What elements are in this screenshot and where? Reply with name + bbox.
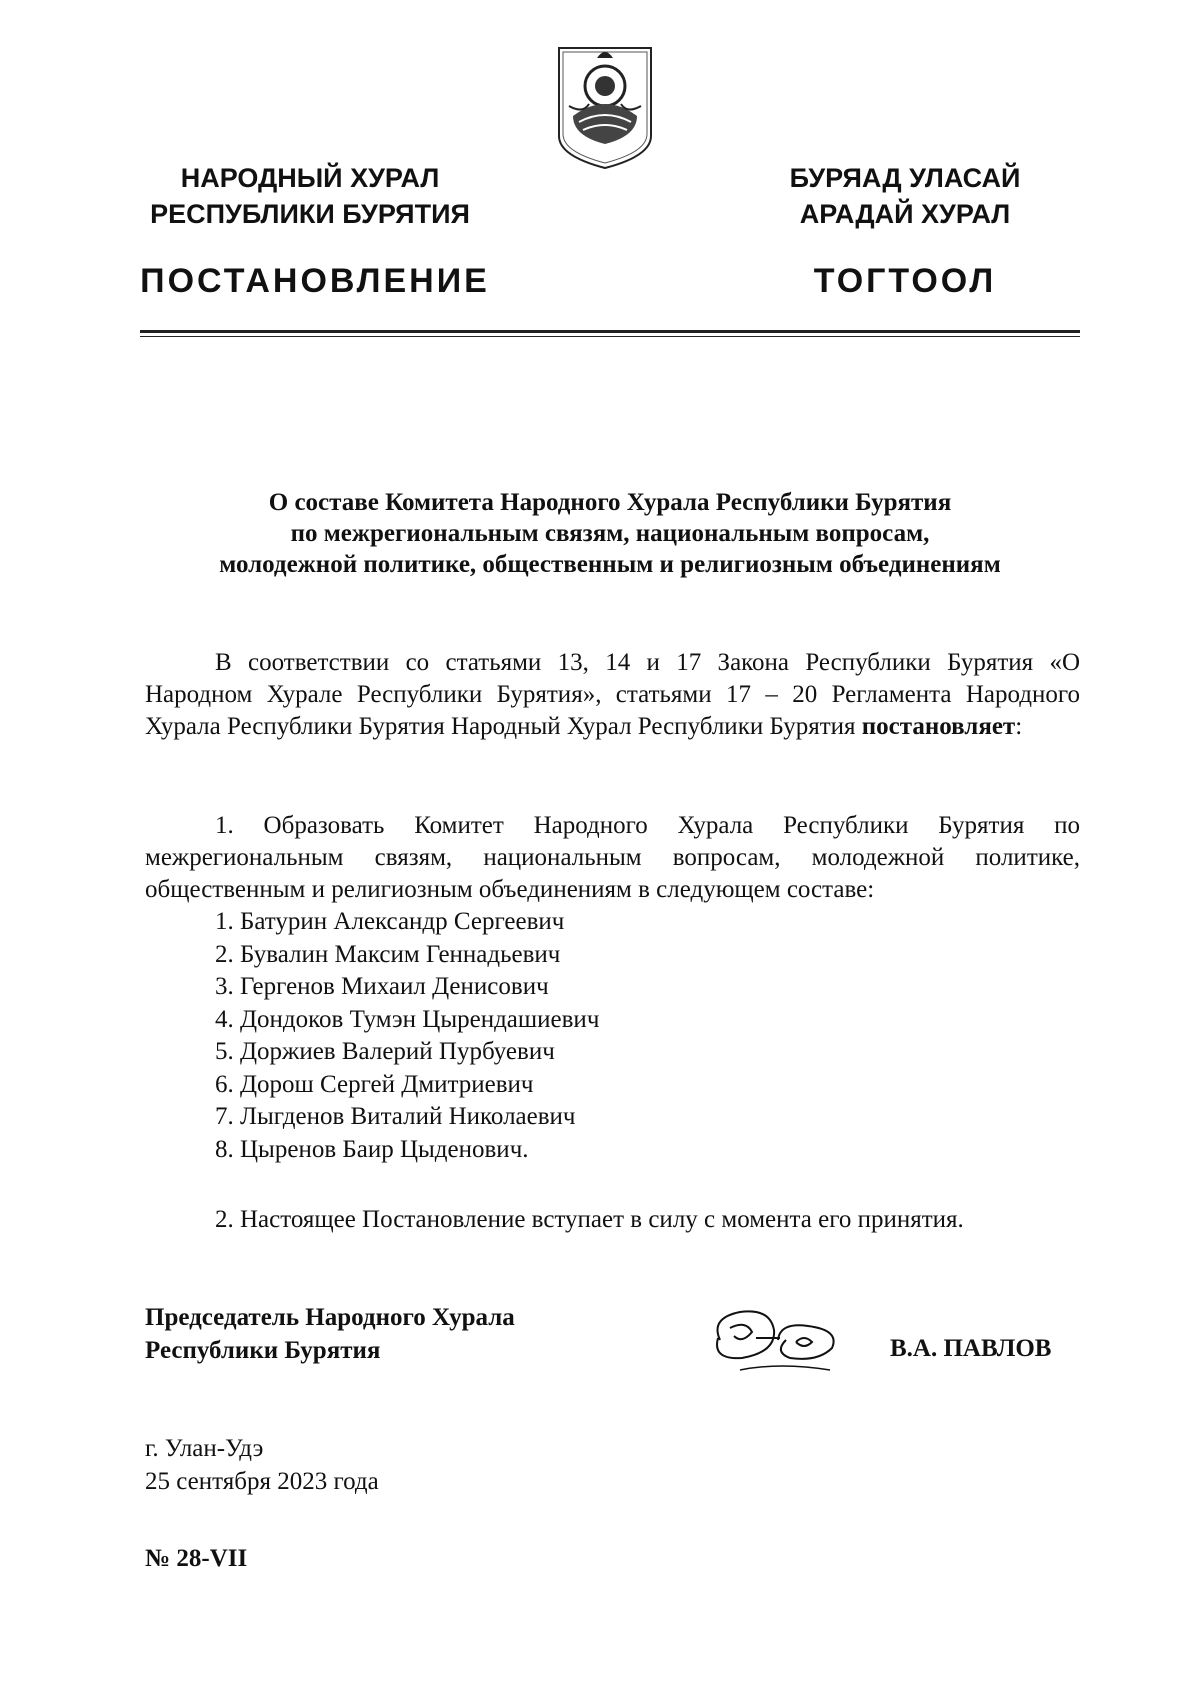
preamble-colon: : <box>1015 713 1023 740</box>
title-line-3: молодежной политике, общественным и религиозным объединениям <box>219 551 1001 578</box>
preamble-text: В соответствии со статьями 13, 14 и 17 Закона Республики Бурятия «О Народном Хурале Республики Бурятия», статьями 17 – 20 Регламента Народного Хурала Республики Бурятия Народный Хурал Республики Бурятия <box>145 649 1080 740</box>
signatory-name: В.А. ПАВЛОВ <box>890 1335 1052 1362</box>
signatory-position-line1: Председатель Народного Хурала <box>145 1304 515 1331</box>
coat-of-arms-icon <box>553 44 657 172</box>
issuing-body-bua-line1: БУРЯАД УЛАСАЙ <box>789 163 1021 193</box>
member-item: 1. Батурин Александр Сергеевич <box>215 908 565 935</box>
issuing-body-bua-line2: АРАДАЙ ХУРАЛ <box>799 199 1011 229</box>
city: г. Улан-Удэ <box>145 1435 264 1462</box>
document-type-ru: ПОСТАНОВЛЕНИЕ <box>140 262 490 300</box>
title-line-1: О составе Комитета Народного Хурала Республики Бурятия <box>268 489 952 516</box>
clause-1: 1. Образовать Комитет Народного Хурала Республики Бурятия по межрегиональным связям, национальным вопросам, молодежной политике, общественным и религиозным объединениям в следующем составе: <box>145 812 1080 903</box>
clause-2: 2. Настоящее Постановление вступает в силу с момента его принятия. <box>215 1206 964 1233</box>
member-item: 3. Гергенов Михаил Денисович <box>215 973 549 1000</box>
title-line-2: по межрегиональным связям, национальным вопросам, <box>290 520 930 547</box>
signatory-position <box>145 1301 515 1367</box>
handwritten-signature-icon <box>700 1300 850 1378</box>
issuing-body-ru <box>120 160 500 232</box>
committee-members-list <box>215 906 599 1166</box>
issuing-body-bua <box>760 160 1050 232</box>
member-item: 2. Бувалин Максим Геннадьевич <box>215 940 561 968</box>
issuing-body-ru-line2: РЕСПУБЛИКИ БУРЯТИЯ <box>150 199 470 229</box>
header-divider-thick <box>140 330 1080 333</box>
document-number: № 28-VII <box>145 1545 248 1572</box>
header-divider-thin <box>140 336 1080 337</box>
member-item: 5. Доржиев Валерий Пурбуевич <box>215 1038 555 1065</box>
member-item: 7. Лыгденов Виталий Николаевич <box>215 1103 576 1130</box>
document-title <box>150 487 1070 580</box>
member-item: 4. Дондоков Тумэн Цырендашиевич <box>215 1005 600 1033</box>
member-item: 8. Цыренов Баир Цыденович. <box>215 1135 529 1163</box>
place-and-date <box>145 1432 379 1498</box>
signatory-position-line2: Республики Бурятия <box>145 1337 381 1364</box>
document-type-bua: ТОГТООЛ <box>813 262 997 300</box>
member-item: 6. Дорош Сергей Дмитриевич <box>215 1070 534 1098</box>
issuing-body-ru-line1: НАРОДНЫЙ ХУРАЛ <box>180 163 440 193</box>
resolves-word: постановляет <box>861 713 1016 740</box>
preamble-paragraph <box>145 647 1080 743</box>
date: 25 сентября 2023 года <box>145 1468 379 1495</box>
